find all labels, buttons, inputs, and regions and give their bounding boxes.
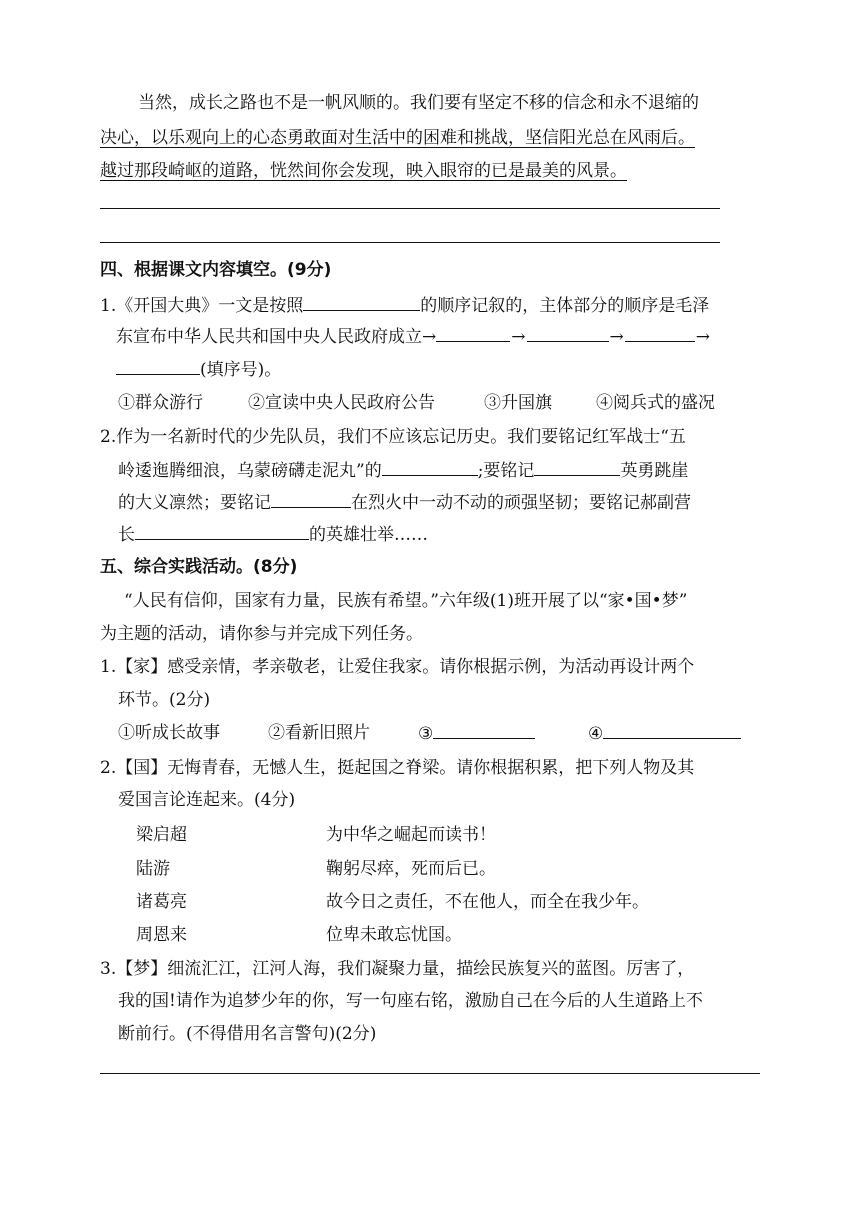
blank[interactable] — [382, 459, 478, 476]
option: ④阅兵式的盛况 — [596, 393, 715, 413]
question-5-3-line-2: 我的国!请作为追梦少年的你，写一句座右铭，激励自己在今后的人生道路上不 — [118, 991, 703, 1011]
question-text: 岭逶迤腾细浪，乌蒙磅礴走泥丸”的 — [118, 461, 382, 481]
question-5-1-line-2: 环节。(2分) — [118, 690, 211, 710]
blank[interactable] — [433, 722, 535, 739]
quote[interactable]: 为中华之崛起而读书！ — [326, 825, 496, 845]
section-heading-5: 五、综合实践活动。(8分) — [100, 557, 298, 577]
question-4-2-line-1: 2.作为一名新时代的少先队员，我们不应该忘记历史。我们要铭记红军战士“五 — [100, 427, 686, 447]
question-4-2-line-4 — [118, 523, 428, 546]
quote[interactable]: 故今日之责任，不在他人，而全在我少年。 — [326, 892, 649, 912]
example-item: ②看新旧照片 — [268, 723, 370, 743]
arrow: → — [422, 327, 437, 347]
quote[interactable]: 鞠躬尽瘁，死而后已。 — [326, 859, 496, 879]
option: ③升国旗 — [484, 393, 552, 413]
arrow: → — [695, 327, 710, 347]
blank[interactable] — [436, 325, 510, 342]
person-name[interactable]: 梁启超 — [136, 825, 187, 845]
person-name[interactable]: 陆游 — [136, 859, 170, 879]
question-5-1-line-1: 1.【家】感受亲情，孝亲敬老，让爱住我家。请你根据示例，为活动再设计两个 — [100, 657, 695, 677]
question-4-1-line-3 — [116, 358, 281, 381]
question-text: 在烈火中一动不动的顽强坚韧；要铭记郝副营 — [351, 493, 691, 513]
option: ①群众游行 — [118, 393, 203, 413]
section-heading-4: 四、根据课文内容填空。(9分) — [100, 260, 332, 280]
question-4-1-line-1 — [100, 294, 709, 317]
question-text: 英勇跳崖 — [620, 461, 689, 481]
item-number: ③ — [418, 724, 434, 744]
question-4-1-line-2 — [116, 325, 711, 348]
question-text: 1.《开国大典》一文是按照 — [100, 296, 304, 316]
answer-line[interactable] — [100, 208, 720, 209]
question-text: 长 — [118, 525, 135, 545]
passage-line-1: 当然，成长之路也不是一帆风顺的。我们要有坚定不移的信念和永不退缩的 — [138, 93, 699, 113]
question-5-3-line-1: 3.【梦】细流汇江，江河人海，我们凝聚力量，描绘民族复兴的蓝图。厉害了， — [100, 959, 695, 979]
blank[interactable] — [534, 459, 620, 476]
question-text: 的顺序记叙的，主体部分的顺序是毛泽 — [420, 296, 710, 316]
question-4-2-line-3 — [118, 491, 691, 514]
option: ②宣读中央人民政府公告 — [248, 393, 435, 413]
answer-line[interactable] — [100, 242, 720, 243]
answer-item — [418, 722, 535, 745]
blank[interactable] — [603, 722, 741, 739]
person-name[interactable]: 诸葛亮 — [136, 892, 187, 912]
arrow: → — [511, 327, 526, 347]
passage-line-3: 越过那段崎岖的道路，恍然间你会发现，映入眼帘的已是最美的风景。 — [100, 161, 627, 181]
blank[interactable] — [303, 294, 420, 311]
item-number: ④ — [588, 724, 604, 744]
quote[interactable]: 位卑未敢忘忧国。 — [326, 925, 462, 945]
blank[interactable] — [116, 358, 200, 375]
question-4-2-line-2 — [118, 459, 688, 482]
blank[interactable] — [271, 491, 351, 508]
arrow: → — [609, 327, 624, 347]
question-text: 的英雄壮举…… — [309, 525, 428, 545]
question-text: (填序号)。 — [200, 360, 282, 380]
question-5-2-line-1: 2.【国】无悔青春，无憾人生，挺起国之脊梁。请你根据积累，把下列人物及其 — [100, 758, 695, 778]
intro-line-1: “人民有信仰，国家有力量，民族有希望。”六年级(1)班开展了以“家•国•梦” — [124, 591, 688, 611]
question-text: 的大义凛然；要铭记 — [118, 493, 271, 513]
question-5-3-line-3: 断前行。(不得借用名言警句)(2分) — [118, 1024, 377, 1044]
answer-item — [588, 722, 741, 745]
blank[interactable] — [135, 523, 309, 540]
question-text: ;要铭记 — [477, 461, 535, 481]
intro-line-2: 为主题的活动，请你参与并完成下列任务。 — [100, 624, 423, 644]
example-item: ①听成长故事 — [118, 723, 220, 743]
question-5-2-line-2: 爱国言论连起来。(4分) — [118, 790, 296, 810]
passage-line-2: 决心，以乐观向上的心态勇敢面对生活中的困难和挑战，坚信阳光总在风雨后。 — [100, 128, 695, 148]
question-text: 东宣布中华人民共和国中央人民政府成立 — [116, 327, 422, 347]
person-name[interactable]: 周恩来 — [136, 925, 187, 945]
answer-line[interactable] — [100, 1073, 760, 1074]
blank[interactable] — [527, 325, 609, 342]
blank[interactable] — [625, 325, 695, 342]
